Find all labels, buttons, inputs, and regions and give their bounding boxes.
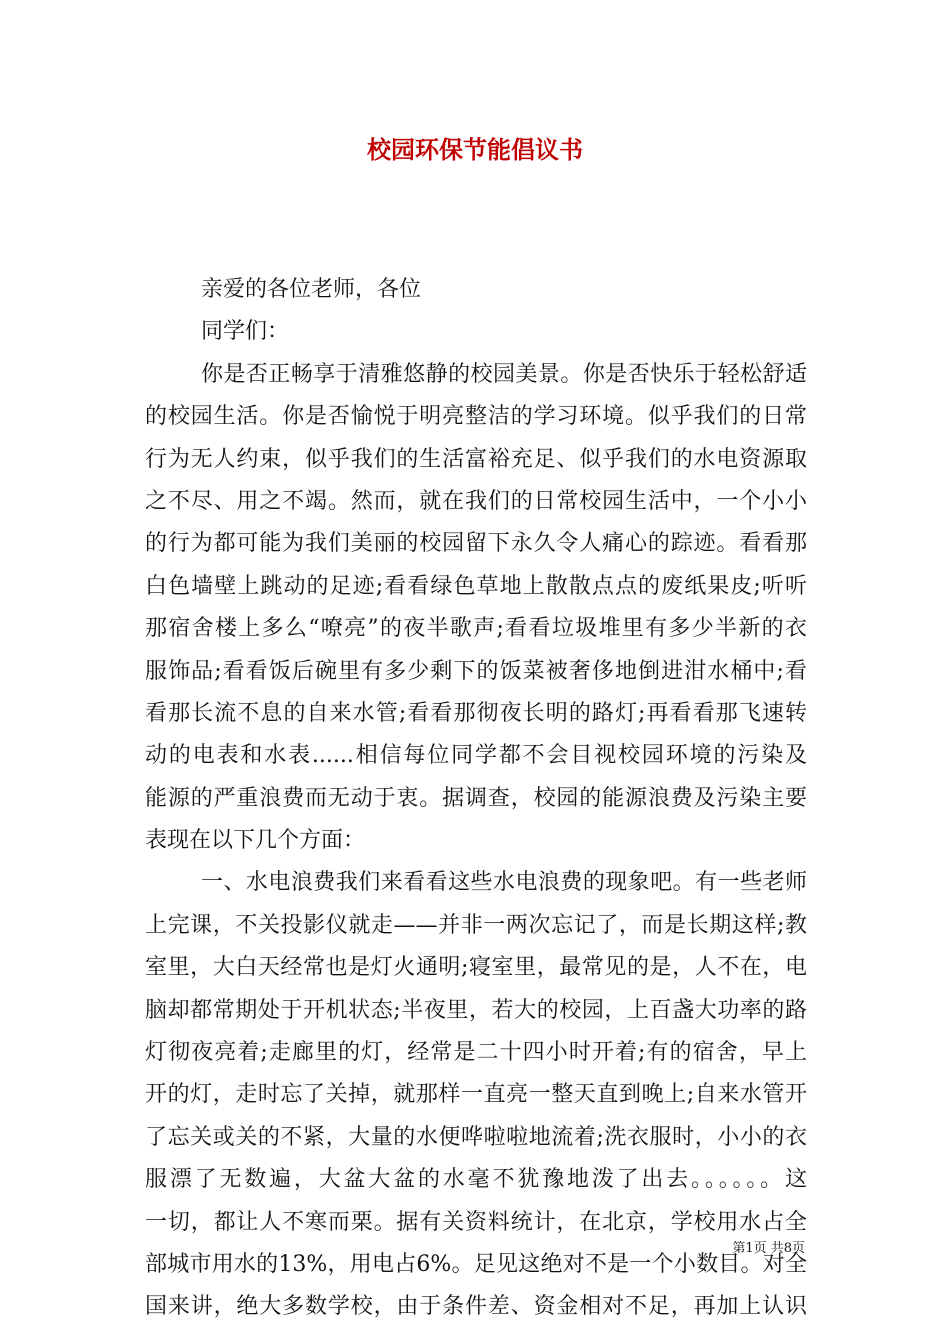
document-body [145,269,807,1329]
text-line: 脑却都常期处于开机状态;半夜里，若大的校园，上百盏大功率的路 [145,997,807,1023]
text-line: 服漂了无数遍，大盆大盆的水毫不犹豫地泼了出去。。。。。。这 [145,1167,807,1193]
text-line: 的校园生活。你是否愉悦于明亮整洁的学习环境。似乎我们的日常 [145,404,807,430]
text-line: 部城市用水的13%，用电占6%。足见这绝对不是一个小数目。对全 [145,1251,807,1277]
text-line: 灯彻夜亮着;走廊里的灯，经常是二十四小时开着;有的宿舍，早上 [145,1040,807,1066]
text-line: 那宿舍楼上多么“嘹亮”的夜半歌声;看看垃圾堆里有多少半新的衣 [145,616,807,642]
text-line: 上完课，不关投影仪就走——并非一两次忘记了，而是长期这样;教 [145,912,807,938]
text-line: 表现在以下几个方面： [145,828,366,854]
text-line: 动的电表和水表......相信每位同学都不会目视校园环境的污染及 [145,743,807,769]
text-line: 白色墙壁上跳动的足迹;看看绿色草地上散散点点的废纸果皮;听听 [145,573,807,599]
text-line: 之不尽、用之不竭。然而，就在我们的日常校园生活中，一个小小 [145,488,807,514]
text-line: 同学们： [201,319,290,345]
text-line: 亲爱的各位老师，各位 [201,277,422,302]
text-line: 看那长流不息的自来水管;看看那彻夜长明的路灯;再看看那飞速转 [145,700,807,726]
document-title: 校园环保节能倡议书 [367,135,583,164]
text-line: 行为无人约束，似乎我们的生活富裕充足、似乎我们的水电资源取 [145,446,807,472]
page-footer: 第1页 共8页 [732,1241,805,1256]
text-line: 了忘关或关的不紧，大量的水便哗啦啦地流着;洗衣服时，小小的衣 [145,1124,807,1150]
text-line: 开的灯，走时忘了关掉，就那样一直亮一整天直到晚上;自来水管开 [145,1082,807,1108]
text-line: 服饰品;看看饭后碗里有多少剩下的饭菜被奢侈地倒进泔水桶中;看 [145,658,807,684]
text-line: 国来讲，绝大多数学校，由于条件差、资金相对不足，再加上认识 [145,1294,807,1320]
text-line: 你是否正畅享于清雅悠静的校园美景。你是否快乐于轻松舒适 [201,361,807,387]
text-line: 室里，大白天经常也是灯火通明;寝室里，最常见的是，人不在，电 [145,955,807,981]
text-line: 一、水电浪费我们来看看这些水电浪费的现象吧。有一些老师 [201,870,807,896]
text-line: 一切，都让人不寒而栗。据有关资料统计，在北京，学校用水占全 [145,1209,807,1235]
text-line: 的行为都可能为我们美丽的校园留下永久令人痛心的踪迹。看看那 [145,531,807,557]
text-line: 能源的严重浪费而无动于衷。据调查，校园的能源浪费及污染主要 [145,785,807,811]
